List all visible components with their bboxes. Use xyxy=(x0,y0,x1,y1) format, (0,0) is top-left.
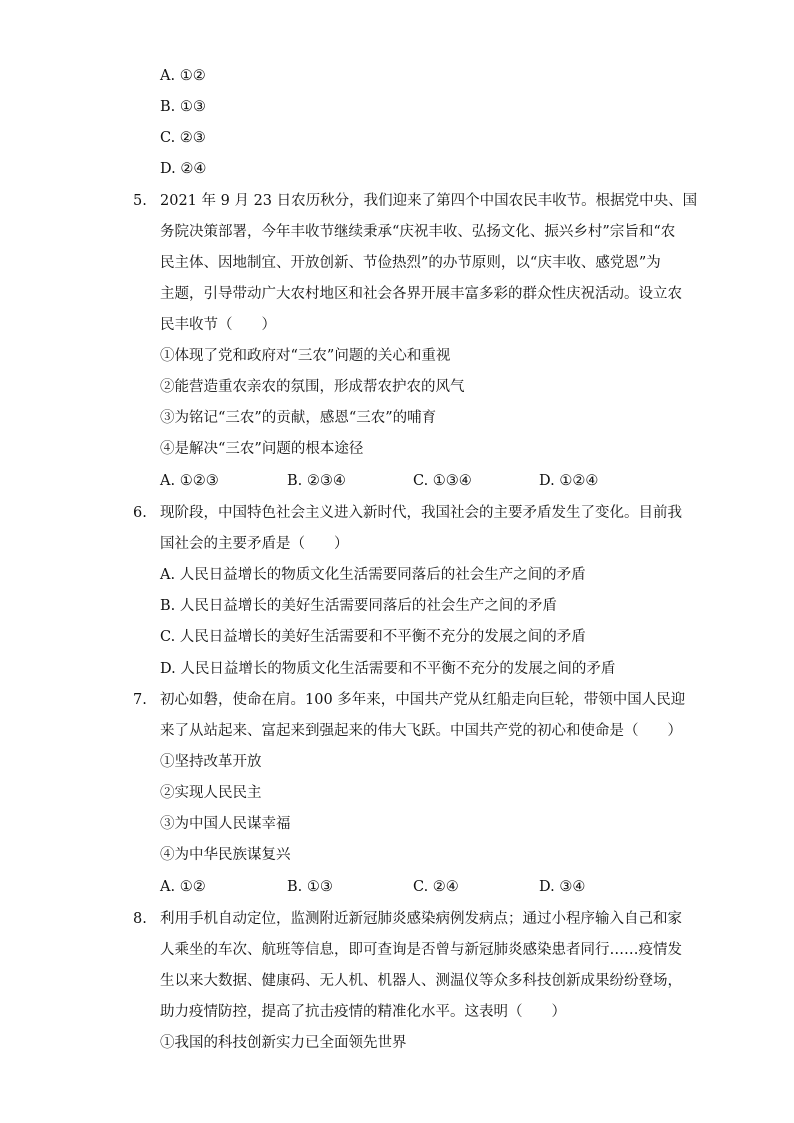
question-number: 5. xyxy=(133,193,147,209)
option-b: B. ①③ xyxy=(160,99,206,115)
option-c: C. 人民日益增长的美好生活需要和不平衡不充分的发展之间的矛盾 xyxy=(160,629,586,645)
question-text-line: 助力疫情防控，提高了抗击疫情的精准化水平。这表明（ ） xyxy=(160,1004,566,1020)
statement-4: ④是解决“三农”问题的根本途径 xyxy=(160,441,364,457)
statement-3: ③为铭记“三农”的贡献，感恩“三农”的哺育 xyxy=(160,410,437,426)
statement-2: ②实现人民民主 xyxy=(160,785,262,801)
option-c: C. ②④ xyxy=(413,879,459,895)
question-number: 7. xyxy=(133,692,147,708)
option-c: C. ①③④ xyxy=(413,473,472,489)
question-text-line: 主题，引导带动广大农村地区和社会各界开展丰富多彩的群众性庆祝活动。设立农 xyxy=(160,286,682,302)
option-b: B. ②③④ xyxy=(287,473,346,489)
option-b: B. 人民日益增长的美好生活需要同落后的社会生产之间的矛盾 xyxy=(160,598,557,614)
question-text-line: 民主体、因地制宜、开放创新、节俭热烈”的办节原则，以“庆丰收、感党恩”为 xyxy=(160,255,661,271)
question-text-line: 利用手机自动定位，监测附近新冠肺炎感染病例发病点；通过小程序输入自己和家 xyxy=(160,911,682,927)
statement-1: ①体现了党和政府对“三农”问题的关心和重视 xyxy=(160,348,451,364)
question-text-line: 务院决策部署，今年丰收节继续秉承“庆祝丰收、弘扬文化、振兴乡村”宗旨和“农 xyxy=(160,224,676,240)
question-number: 6. xyxy=(133,505,147,521)
question-text-line: 现阶段，中国特色社会主义进入新时代，我国社会的主要矛盾发生了变化。目前我 xyxy=(160,505,682,521)
question-text-line: 2021 年 9 月 23 日农历秋分，我们迎来了第四个中国农民丰收节。根据党中央、国 xyxy=(160,193,698,209)
question-text-line: 国社会的主要矛盾是（ ） xyxy=(160,536,349,552)
statement-3: ③为中国人民谋幸福 xyxy=(160,816,291,832)
option-b: B. ①③ xyxy=(287,879,333,895)
option-c: C. ②③ xyxy=(160,130,206,146)
question-text-line: 人乘坐的车次、航班等信息，即可查询是否曾与新冠肺炎感染患者同行……疫情发 xyxy=(160,942,682,958)
option-a: A. ①②③ xyxy=(160,473,219,489)
question-number: 8. xyxy=(133,911,147,927)
option-d: D. ①②④ xyxy=(539,473,599,489)
option-d: D. 人民日益增长的物质文化生活需要和不平衡不充分的发展之间的矛盾 xyxy=(160,661,616,677)
option-a: A. ①② xyxy=(160,68,206,84)
statement-1: ①我国的科技创新实力已全面领先世界 xyxy=(160,1035,407,1051)
option-d: D. ②④ xyxy=(160,161,207,177)
statement-4: ④为中华民族谋复兴 xyxy=(160,847,291,863)
option-a: A. 人民日益增长的物质文化生活需要同落后的社会生产之间的矛盾 xyxy=(160,567,586,583)
question-text-line: 民丰收节（ ） xyxy=(160,317,276,333)
question-text-line: 来了从站起来、富起来到强起来的伟大飞跃。中国共产党的初心和使命是（ ） xyxy=(160,723,682,739)
question-text-line: 初心如磐，使命在肩。100 多年来，中国共产党从红船走向巨轮，带领中国人民迎 xyxy=(160,692,686,708)
statement-2: ②能营造重农亲农的氛围，形成帮农护农的风气 xyxy=(160,379,465,395)
option-d: D. ③④ xyxy=(539,879,586,895)
statement-1: ①坚持改革开放 xyxy=(160,754,262,770)
question-text-line: 生以来大数据、健康码、无人机、机器人、测温仪等众多科技创新成果纷纷登场， xyxy=(160,973,682,989)
option-a: A. ①② xyxy=(160,879,206,895)
